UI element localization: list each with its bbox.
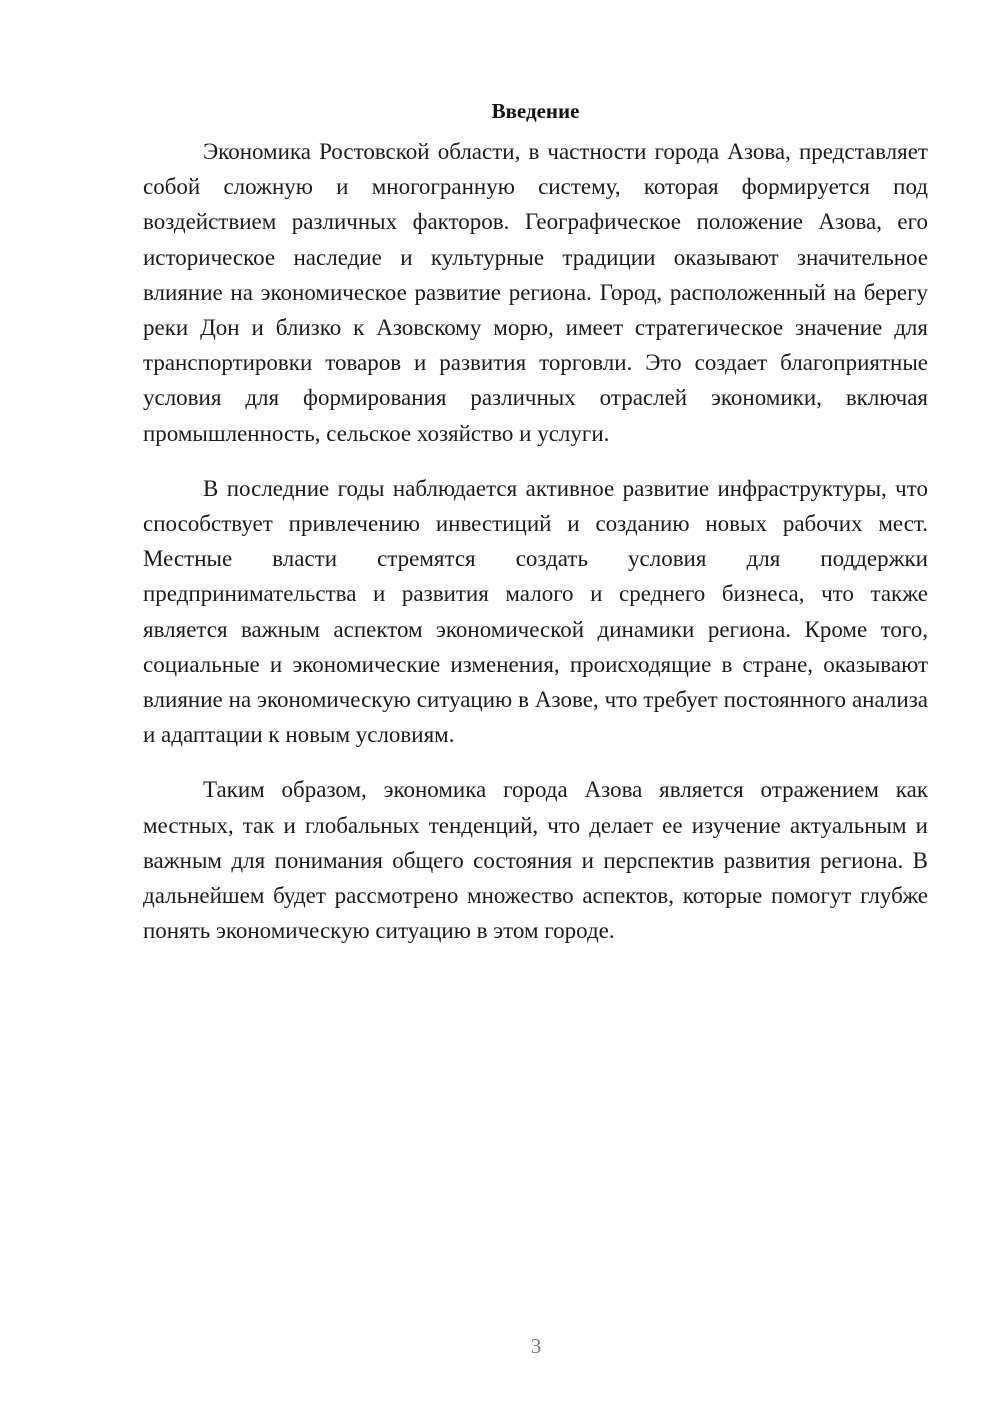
page-number: 3	[530, 1334, 542, 1358]
paragraph-1: Экономика Ростовской области, в частности города Азова, представляет собой сложную и многогранную систему, которая формируется под воздействием различных факторов. Географическое положение Азова, его историческое наследие и культурные традиции оказывают значительное влияние на экономическое развитие региона. Город, расположенный на берегу реки Дон и близко к Азовскому морю, имеет стратегическое значение для транспортировки товаров и развития торговли. Это создает благоприятные условия для формирования различных отраслей экономики, включая промышленность, сельское хозяйство и услуги.	[143, 139, 928, 446]
paragraph-2: В последние годы наблюдается активное развитие инфраструктуры, что способствует привлечению инвестиций и созданию новых рабочих мест. Местные власти стремятся создать условия для поддержки предпринимательства и развития малого и среднего бизнеса, что также является важным аспектом экономической динамики региона. Кроме того, социальные и экономические изменения, происходящие в стране, оказывают влияние на экономическую ситуацию в Азове, что требует постоянного анализа и адаптации к новым условиям.	[143, 475, 928, 748]
section-heading: Введение	[491, 99, 580, 123]
paragraph-3: Таким образом, экономика города Азова является отражением как местных, так и глобальных тенденций, что делает ее изучение актуальным и важным для понимания общего состояния и перспектив развития региона. В дальнейшем будет рассмотрено множество аспектов, которые помогут глубже понять экономическую ситуацию в этом городе.	[143, 777, 928, 944]
page-content	[143, 94, 928, 948]
